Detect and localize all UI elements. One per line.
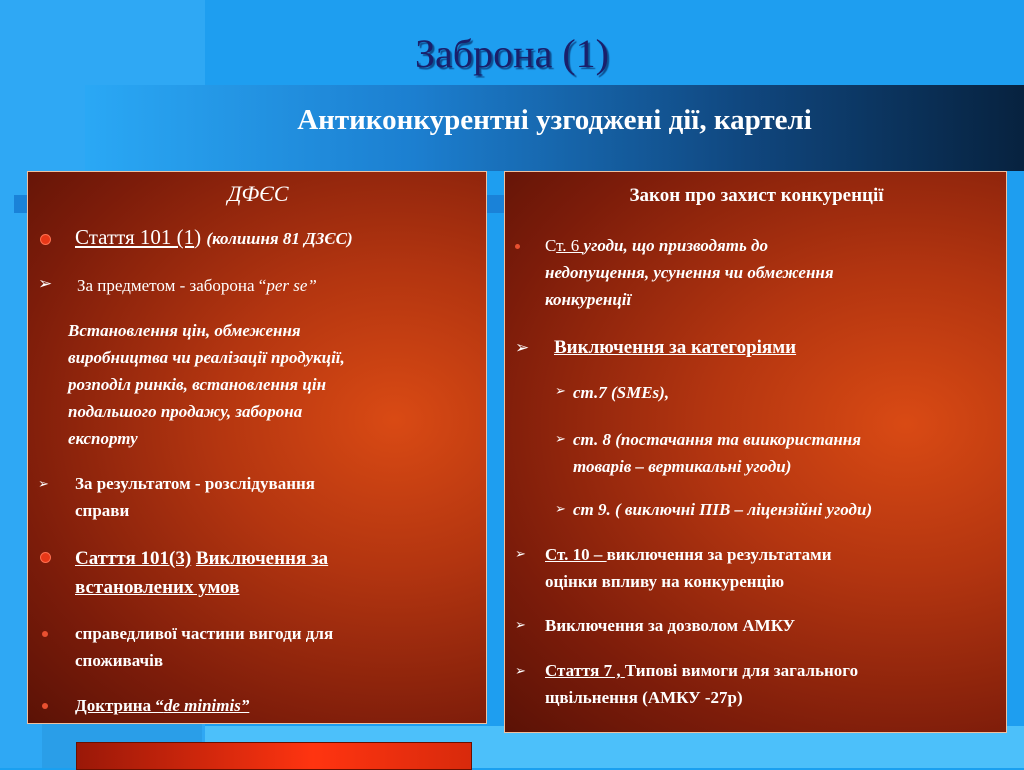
article-10-text: виключення за результатами (606, 545, 832, 564)
article-9-item: ст 9. ( виключні ПІВ – ліцензійні угоди) (573, 500, 873, 519)
round-bullet-icon (42, 703, 48, 709)
round-bullet-icon (40, 552, 51, 563)
decor-block-right (487, 195, 505, 213)
fair-share-line: споживачів (75, 651, 164, 670)
examples-line: Встановлення цін, обмеження (68, 321, 301, 340)
exemption-conditions-link-cont[interactable]: встановлених умов (75, 577, 240, 598)
article-7-requirements-link[interactable]: Стаття 7 , (545, 661, 625, 680)
de-minimis-prefix[interactable]: Доктрина “ (75, 696, 164, 715)
amcu-permit-item: Виключення за дозволом АМКУ (545, 616, 796, 635)
article-6-text: недопущення, усунення чи обмеження (545, 263, 834, 282)
by-effect-item (75, 470, 315, 524)
tfeu-heading: ДФЄС (227, 181, 289, 206)
article-101-1-link[interactable]: Стаття 101 (1 (75, 225, 195, 249)
article-8-line: ст. 8 (постачання та виикористання (573, 430, 861, 449)
article-101-1-note: (колишня 81 ДЗЄС) (206, 229, 353, 248)
examples-line: експорту (68, 429, 138, 448)
arrow-bullet-icon: ➢ (515, 618, 526, 633)
arrow-bullet-icon: ➢ (555, 502, 566, 517)
by-object-item (77, 272, 317, 299)
arrow-bullet-icon: ➢ (555, 384, 566, 399)
article-7-requirements-item (545, 657, 858, 711)
article-7-requirements-text: Типові вимоги для загального (624, 661, 859, 680)
by-effect-line: справи (75, 501, 130, 520)
article-8-item (573, 426, 861, 480)
article-101-3-link[interactable]: Сатття 101(3) (75, 548, 192, 569)
decor-bottom-bar (76, 742, 472, 770)
article-6-text: угоди, що призводять до (583, 236, 768, 255)
article-101-3-item (75, 544, 328, 602)
arrow-bullet-icon: ➢ (515, 664, 526, 679)
arrow-bullet-icon: ➢ (38, 477, 49, 492)
fair-share-line: справедливої частини вигоди для (75, 624, 334, 643)
competition-law-panel (504, 171, 1007, 733)
article-7-item: ст.7 (SMEs), (573, 383, 670, 402)
arrow-bullet-icon: ➢ (515, 338, 530, 358)
category-exemptions-label[interactable]: Виключення за категоріями (554, 337, 797, 358)
exemption-conditions-link[interactable]: Виключення за (195, 548, 329, 569)
round-bullet-icon (40, 234, 51, 245)
article-6-item (545, 232, 834, 313)
tfeu-panel (27, 171, 487, 724)
by-effect-line: За результатом - розслідування (75, 474, 315, 493)
article-101-1-item (75, 224, 353, 252)
arrow-bullet-icon: ➢ (515, 547, 526, 562)
slide-title: Заброна (1) (415, 31, 609, 76)
by-object-label: За предметом - заборона “ (77, 276, 267, 295)
examples-line: виробництва чи реалізації продукції, (68, 348, 345, 367)
examples-line: подальшого продажу, заборона (68, 402, 303, 421)
arrow-bullet-icon: ➢ (555, 432, 566, 447)
article-10-item (545, 541, 832, 595)
article-10-text: оцінки впливу на конкуренцію (545, 572, 785, 591)
article-8-line: товарів – вертикальні угоди) (573, 457, 792, 476)
examples-block (68, 317, 345, 452)
arrow-bullet-icon: ➢ (38, 274, 53, 294)
de-minimis-term[interactable]: de minimis” (163, 696, 250, 715)
slide-subtitle: Антиконкурентні узгоджені дії, картелі (297, 104, 812, 136)
category-exemptions-link[interactable] (554, 336, 796, 360)
article-6-text: конкуренції (545, 290, 632, 309)
article-7-requirements-text: щвільнення (АМКУ -27р) (545, 688, 743, 707)
per-se-term: per se” (266, 276, 317, 295)
competition-law-heading: Закон про захист конкуренції (629, 185, 884, 206)
fair-share-item (75, 620, 333, 674)
round-bullet-icon (515, 244, 520, 249)
article-6-link[interactable]: т. 6 (556, 236, 584, 255)
article-6-prefix: С (545, 236, 557, 255)
round-bullet-icon (42, 631, 48, 637)
examples-line: розподіл ринків, встановлення цін (68, 375, 327, 394)
article-101-1-paren: ) (194, 225, 202, 249)
de-minimis-item[interactable] (75, 692, 249, 719)
article-10-link[interactable]: Ст. 10 – (545, 545, 607, 564)
